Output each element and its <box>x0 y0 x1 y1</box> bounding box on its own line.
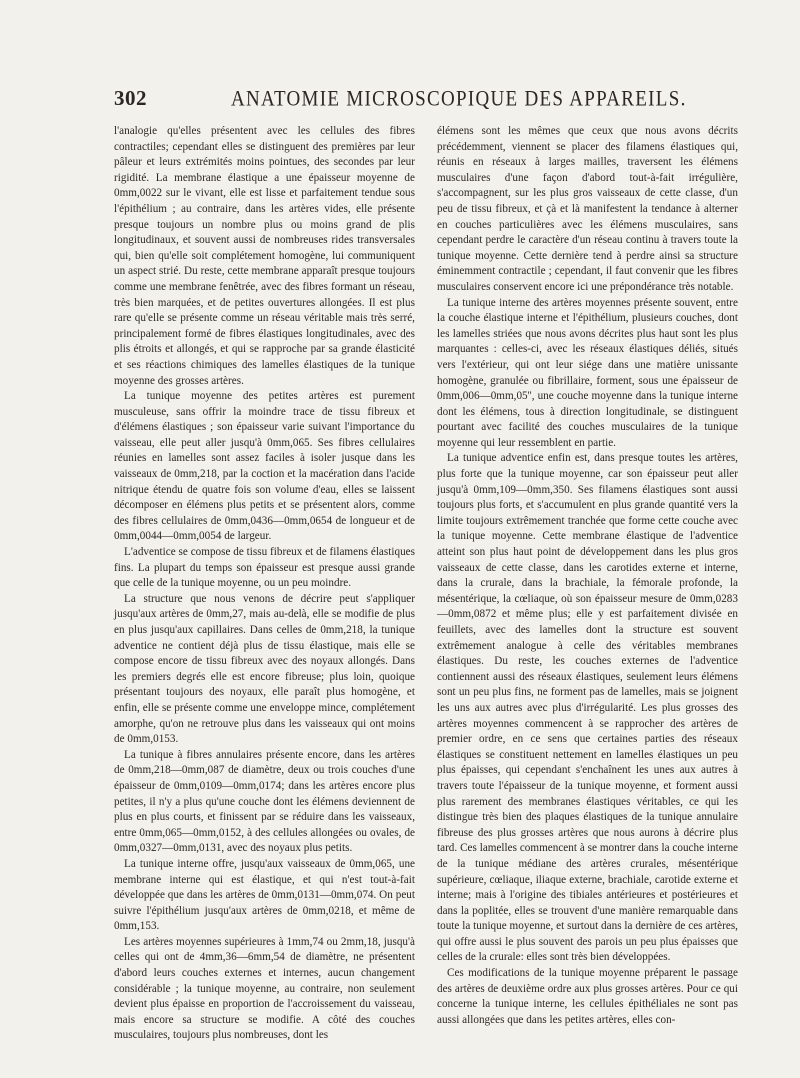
text-columns <box>114 124 738 1044</box>
left-column <box>114 124 415 1044</box>
paragraph: Ces modifications de la tunique moyenne préparent le passage des artères de deuxième ordre aux plus grosses artères. Pour ce qui concerne la tunique interne, les cellules épithéliales ne sont pas aussi allongées que dans les petites artères, elles con- <box>437 967 738 1026</box>
paragraph: L'adventice se compose de tissu fibreux et de filamens élastiques fins. La plupart du temps son épaisseur est presque aussi grande que celle de la tunique moyenne, ou un peu moindre. <box>114 546 415 590</box>
paragraph: La tunique adventice enfin est, dans presque toutes les artères, plus forte que la tunique moyenne, car son épaisseur peut aller jusqu'à 0mm,109—0mm,350. Ses filamens élastiques sont aussi toujours plus forts, et s'accumulent en plus grande quantité vers la limite toujours extrêmement tranchée que forme cette couche avec la tunique moyenne. Cette membrane élastique de l'adventice atteint son plus haut point de développement dans les plus gros vaisseaux de cette classe, dans les carotides externe et interne, dans la crurale, dans la brachiale, la fémorale profonde, la mésentérique, la cœliaque, où son épaisseur mesure de 0mm,0283—0mm,0872 et même plus; elle y est parfaitement divisée en feuillets, avec des lamelles dont la structure est souvent extrêmement analogue à celle des véritables membranes élastiques. Du reste, les couches externes de l'adventice contiennent aussi des réseaux élastiques, seulement leurs élémens sont un peu plus fins, ne forment pas de lamelles, mais se joignent les uns aux autres avec plus d'irrégularité. Les plus grosses des artères moyennes commencent à se rapprocher des artères de premier ordre, en ce sens que certaines parties des réseaux élastiques se constituent nettement en lamelles élastiques un peu plus épaisses, qui cependant s'enchaînent les unes aux autres à travers toute l'épaisseur de la tunique moyenne, et forment aussi plus rarement des membranes élastiques véritables, ce qui les distingue très bien des plaques élastiques de la tunique annulaire fibreuse des plus grosses artères que nous aurons à décrire plus tard. Ces lamelles commencent à se montrer dans la couche interne de la tunique médiane des artères crurales, mésentérique supérieure, cœliaque, iliaque externe, brachiale, carotide externe et interne; mais à l'origine des tibiales antérieures et postérieures et dans la poplitée, elles se trouvent d'une manière remarquable dans toute la tunique moyenne, et surtout dans la dernière de ces artères, qui offre aussi le plus souvent des parois un peu plus épaisses que celles de la crurale: elles sont très bien développées. <box>437 452 738 964</box>
page-number: 302 <box>114 86 147 110</box>
running-title: ANATOMIE MICROSCOPIQUE DES APPAREILS. <box>231 87 687 112</box>
paragraph: La tunique interne des artères moyennes présente souvent, entre la couche élastique interne et l'épithélium, plusieurs couches, dont les lamelles striées que nous avons décrites plus haut sont les plus marquantes : celles-ci, avec les réseaux élastiques déliés, situés vers l'extérieur, qui ont leur siége dans une matière unissante homogène, granulée ou fibrillaire, forment, sous une épaisseur de 0mm,006—0mm,05'', une couche moyenne dans la tunique interne dont les élémens, tous à direction longitudinale, se distinguent pourtant avec facilité des couches musculaires de la tunique moyenne qui leur ressemblent en partie. <box>437 296 738 449</box>
paragraph: La tunique interne offre, jusqu'aux vaisseaux de 0mm,065, une membrane interne qui est élastique, et qui n'est tout-à-fait développée que dans les artères de 0mm,0131—0mm,074. On peut suivre l'épithélium jusqu'aux artères de 0mm,0218, et même de 0mm,153. <box>114 857 415 933</box>
paragraph: La tunique à fibres annulaires présente encore, dans les artères de 0mm,218—0mm,087 de diamètre, deux ou trois couches d'une épaisseur de 0mm,0109—0mm,0174; dans les artères encore plus petites, il n'y a plus qu'une couche dont les élémens deviennent de plus en plus courts, et finissent par se réduire dans les vaisseaux, entre 0mm,065—0mm,0152, à des cellules allongées ou ovales, de 0mm,0327—0mm,0131, avec des noyaux plus petits. <box>114 748 415 855</box>
paragraph: Les artères moyennes supérieures à 1mm,74 ou 2mm,18, jusqu'à celles qui ont de 4mm,36—6mm,54 de diamètre, ne présentent d'abord leurs couches externes et internes, aucun changement considérable ; la tunique moyenne, au contraire, non seulement devient plus épaisse en proportion de l'accroissement du vaisseau, mais encore sa structure se modifie. A côté des couches musculaires, toujours plus nombreuses, dont les <box>114 935 415 1042</box>
paragraph: La structure que nous venons de décrire peut s'appliquer jusqu'aux artères de 0mm,27, mais au-delà, elle se modifie de plus en plus jusqu'aux capillaires. Dans celles de 0mm,218, la tunique adventice ne contient déjà plus de tissu élastique, mais elle se compose encore de tissu fibreux avec des noyaux allongés. Dans les premiers degrés elle est encore fibreuse; plus loin, quoique présentant toujours des noyaux, elle paraît plus homogène, et enfin, elle se présente comme une enveloppe mince, complétement amorphe, qu'on ne retrouve plus dans les vaisseaux qui ont moins de 0mm,0153. <box>114 592 415 746</box>
right-column <box>437 124 738 1044</box>
page-header <box>114 86 738 122</box>
paragraph: élémens sont les mêmes que ceux que nous avons décrits précédemment, viennent se placer des filamens élastiques qui, réunis en réseaux à larges mailles, traversent les élémens musculaires d'une façon d'abord tout-à-fait irrégulière, s'accompagnent, sur les plus gros vaisseaux de cette classe, d'un peu de tissu fibreux, et çà et là manifestent la tendance à alterner en couches particulières avec les élémens musculaires, sans cependant perdre le caractère d'un réseau continu à travers toute la tunique moyenne. Cette dernière tend à perdre ainsi sa structure éminemment contractile ; cependant, il faut convenir que les fibres musculaires conservent encore ici une prépondérance très notable. <box>437 125 738 293</box>
paragraph: La tunique moyenne des petites artères est purement musculeuse, sans offrir la moindre trace de tissu fibreux et d'élémens élastiques ; son épaisseur varie suivant l'importance du vaisseau, elle peut aller jusqu'à 0mm,065. Ses fibres cellulaires réunies en lamelles sont assez faciles à isoler jusque dans les vaisseaux de 0mm,218, par la coction et la macération dans l'acide nitrique étendu de quatre fois son volume d'eau, elles se laissent décomposer en élémens plus petits et se présentent alors, comme des fibres cellulaires de 0mm,0436—0mm,0654 de longueur et de 0mm,0044—0mm,0054 de largeur. <box>114 390 415 543</box>
paragraph: l'analogie qu'elles présentent avec les cellules des fibres contractiles; cependant elles se distinguent des premières par leur pâleur et leurs extrémités moins pointues, des secondes par leur rigidité. La membrane élastique a une épaisseur moyenne de 0mm,0022 sur le vivant, elle est lisse et parfaitement tendue sous l'épithélium ; au contraire, dans les artères vides, elle présente presque toujours un nombre plus ou moins grand de plis longitudinaux, et souvent aussi de nombreuses rides transversales qui, bien qu'elle soit complétement homogène, lui communiquent un aspect strié. Du reste, cette membrane apparaît presque toujours comme une membrane fenêtrée, avec des fibres formant un réseau, très bien marquées, et de petites ouvertures allongées. Il est plus rare qu'elle se présente comme un réseau véritable mais très serré, principalement formé de fibres élastiques longitudinales, avec des plis étroits et allongés, et qui se rapproche par sa grande élasticité et ses réactions chimiques des lamelles élastiques de la tunique moyenne des grosses artères. <box>114 125 415 387</box>
